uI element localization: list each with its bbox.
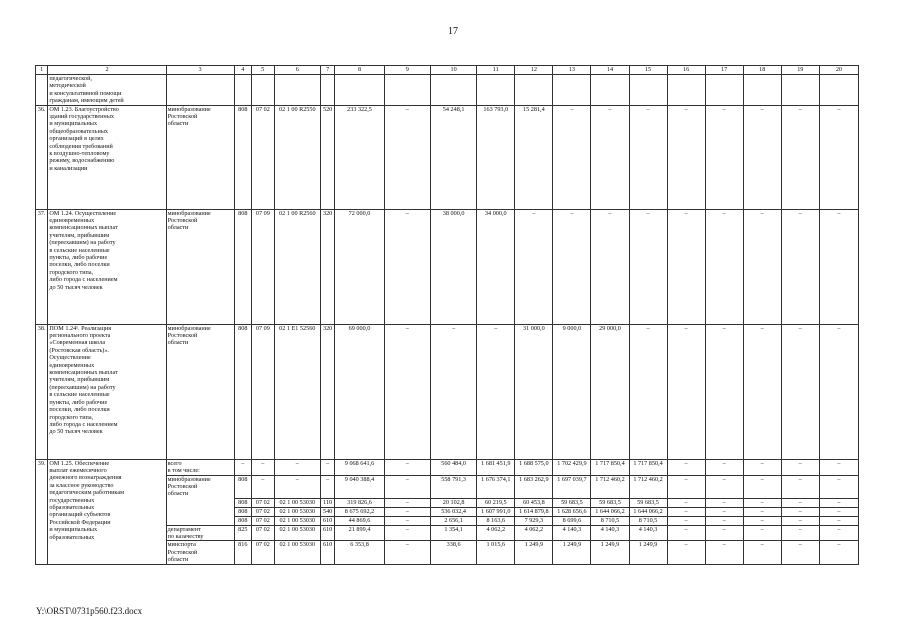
value-cell: – (819, 105, 858, 209)
file-path-footer: Y:\ORST\0731p560.f23.docx (36, 606, 143, 616)
value-cell: 59 683,5 (591, 498, 629, 507)
value-cell: – (705, 525, 743, 541)
value-cell: – (667, 507, 705, 516)
value-cell: 54 248,1 (430, 105, 476, 209)
value-cell: – (384, 475, 430, 498)
value-cell: 4 140,3 (629, 525, 667, 541)
executor-cell: всего в том числе: (166, 459, 234, 475)
value-cell: 233 322,5 (335, 105, 384, 209)
value-cell: 1 249,9 (591, 541, 629, 565)
value-cell: – (591, 105, 629, 209)
value-cell: 07 09 (252, 324, 275, 459)
executor-cell: минобразование Ростовской области (166, 324, 234, 459)
value-cell: – (743, 498, 781, 507)
value-cell: 1 688 575,0 (515, 459, 553, 475)
table-row (36, 209, 859, 324)
value-cell: 07 02 (252, 516, 275, 525)
value-cell: – (781, 475, 819, 498)
value-cell: – (667, 105, 705, 209)
value-cell: – (781, 498, 819, 507)
value-cell: 7 929,3 (515, 516, 553, 525)
value-cell: – (667, 516, 705, 525)
value-cell: 536 032,4 (430, 507, 476, 516)
value-cell: – (819, 507, 858, 516)
value-cell: 9 068 641,6 (335, 459, 384, 475)
value-cell: 816 (234, 541, 251, 565)
value-cell: – (705, 459, 743, 475)
value-cell: 44 869,6 (335, 516, 384, 525)
value-cell: 9 000,0 (553, 324, 591, 459)
value-cell: 610 (320, 516, 334, 525)
header-cell: 4 (234, 66, 251, 75)
value-cell: 59 683,5 (553, 498, 591, 507)
value-cell: 1 697 039,7 (553, 475, 591, 498)
value-cell: – (743, 324, 781, 459)
value-cell: 610 (320, 525, 334, 541)
value-cell: – (781, 516, 819, 525)
value-cell: 59 683,5 (629, 498, 667, 507)
value-cell: 1 354,1 (430, 525, 476, 541)
value-cell: 02 1 00 53030 (274, 507, 320, 516)
value-cell: – (667, 498, 705, 507)
value-cell: 8 710,5 (591, 516, 629, 525)
value-cell: – (819, 209, 858, 324)
value-cell: – (705, 105, 743, 209)
value-cell: 6 353,8 (335, 541, 384, 565)
value-cell: 02 1 00 53030 (274, 525, 320, 541)
value-cell: 110 (320, 498, 334, 507)
value-cell: 1 628 656,6 (553, 507, 591, 516)
value-cell: 1 614 879,8 (515, 507, 553, 516)
value-cell: – (515, 209, 553, 324)
value-cell: 808 (234, 324, 251, 459)
page-number: 17 (448, 26, 458, 37)
value-cell: 320 (320, 209, 334, 324)
value-cell: 60 453,8 (515, 498, 553, 507)
value-cell: – (781, 105, 819, 209)
header-cell: 5 (252, 66, 275, 75)
value-cell: – (384, 507, 430, 516)
value-cell: – (819, 541, 858, 565)
value-cell: 1 702 429,9 (553, 459, 591, 475)
value-cell: 4 062,2 (477, 525, 515, 541)
value-cell: 540 (320, 507, 334, 516)
value-cell: 1 249,9 (629, 541, 667, 565)
header-row (36, 66, 859, 75)
header-cell: 3 (166, 66, 234, 75)
executor-cell: минобразование Ростовской области (166, 105, 234, 209)
table-row-continuation (36, 75, 859, 106)
value-cell: 8 163,6 (477, 516, 515, 525)
header-cell: 11 (477, 66, 515, 75)
header-cell: 20 (819, 66, 858, 75)
value-cell: – (705, 475, 743, 498)
value-cell: 1 717 850,4 (591, 459, 629, 475)
row-number: 36. (36, 105, 48, 209)
value-cell: 808 (234, 516, 251, 525)
value-cell: 1 015,6 (477, 541, 515, 565)
value-cell: – (384, 525, 430, 541)
value-cell: – (629, 324, 667, 459)
header-cell: 2 (48, 66, 166, 75)
value-cell: – (781, 507, 819, 516)
value-cell: – (743, 105, 781, 209)
value-cell: 1 607 991,0 (477, 507, 515, 516)
value-cell: – (743, 507, 781, 516)
table-row (36, 459, 859, 475)
value-cell: – (781, 209, 819, 324)
value-cell: 163 793,0 (477, 105, 515, 209)
value-cell: – (705, 507, 743, 516)
value-cell: 808 (234, 475, 251, 498)
header-cell: 19 (781, 66, 819, 75)
table-row (36, 324, 859, 459)
value-cell: 02 1 00 53030 (274, 541, 320, 565)
value-cell: – (667, 459, 705, 475)
row-number: 37. (36, 209, 48, 324)
value-cell: 560 484,0 (430, 459, 476, 475)
budget-table (35, 65, 859, 565)
header-cell: 13 (553, 66, 591, 75)
value-cell: – (743, 516, 781, 525)
value-cell: – (705, 324, 743, 459)
value-cell: 60 219,5 (477, 498, 515, 507)
value-cell: 1 249,9 (515, 541, 553, 565)
value-cell: 20 102,8 (430, 498, 476, 507)
value-cell: 808 (234, 507, 251, 516)
header-cell: 14 (591, 66, 629, 75)
value-cell: 38 000,0 (430, 209, 476, 324)
value-cell: – (667, 324, 705, 459)
value-cell: 808 (234, 209, 251, 324)
value-cell: – (430, 324, 476, 459)
measure-name: ОМ 1.25. Обеспечение выплат ежемесячного денежного вознаграждения за классное руководство педагогическим работникам государственных образовательных организаций субъектов Российской Федерации и муниципальных образовательных (48, 459, 166, 565)
value-cell: 1 644 066,2 (629, 507, 667, 516)
value-cell: – (743, 475, 781, 498)
value-cell: – (781, 324, 819, 459)
value-cell: – (819, 525, 858, 541)
value-cell: – (743, 541, 781, 565)
value-cell: – (320, 475, 334, 498)
value-cell: – (234, 459, 251, 475)
value-cell: – (743, 459, 781, 475)
value-cell: 320 (320, 324, 334, 459)
value-cell: 808 (234, 498, 251, 507)
measure-name: педагогической, методической и консультативной помощи гражданам, имеющим детей (48, 75, 166, 106)
value-cell: 07 02 (252, 498, 275, 507)
value-cell: 15 281,4 (515, 105, 553, 209)
value-cell: 8 710,5 (629, 516, 667, 525)
value-cell: – (667, 209, 705, 324)
measure-name: ОМ 1.24. Осуществление единовременных компенсационных выплат учителям, прибывшим (переехавшим) на работу в сельские населенные пункты, либо рабочие поселки, либо поселки городского типа, либо города с населением до 50 тысяч человек (48, 209, 166, 324)
value-cell: – (781, 459, 819, 475)
table-row (36, 105, 859, 209)
value-cell: – (384, 324, 430, 459)
value-cell: 338,6 (430, 541, 476, 565)
value-cell: – (667, 525, 705, 541)
executor-cell: минобразование Ростовской области (166, 475, 234, 525)
value-cell: – (781, 541, 819, 565)
value-cell: – (629, 105, 667, 209)
value-cell: 07 02 (252, 541, 275, 565)
value-cell: – (252, 459, 275, 475)
value-cell: 21 899,4 (335, 525, 384, 541)
value-cell: – (705, 516, 743, 525)
value-cell: – (819, 475, 858, 498)
value-cell: 02 1 E1 52560 (274, 324, 320, 459)
value-cell: 1 681 451,9 (477, 459, 515, 475)
value-cell: 4 140,3 (553, 525, 591, 541)
value-cell: – (667, 541, 705, 565)
value-cell: – (384, 209, 430, 324)
header-cell: 8 (335, 66, 384, 75)
value-cell: 02 1 00 R2550 (274, 105, 320, 209)
value-cell: – (705, 541, 743, 565)
value-cell: 4 140,3 (591, 525, 629, 541)
value-cell: 72 000,0 (335, 209, 384, 324)
value-cell: 07 02 (252, 507, 275, 516)
value-cell: 1 249,9 (553, 541, 591, 565)
header-cell: 12 (515, 66, 553, 75)
value-cell: 8 675 692,2 (335, 507, 384, 516)
value-cell: – (384, 105, 430, 209)
value-cell: 1 644 066,2 (591, 507, 629, 516)
header-cell: 15 (629, 66, 667, 75)
value-cell: – (781, 525, 819, 541)
value-cell: – (819, 516, 858, 525)
header-cell: 1 (36, 66, 48, 75)
value-cell: 1 683 262,9 (515, 475, 553, 498)
value-cell: – (384, 459, 430, 475)
value-cell: – (274, 459, 320, 475)
value-cell: 1 712 460,2 (591, 475, 629, 498)
value-cell: – (743, 209, 781, 324)
value-cell: 808 (234, 105, 251, 209)
header-cell: 18 (743, 66, 781, 75)
value-cell: – (384, 541, 430, 565)
value-cell: – (667, 475, 705, 498)
value-cell: – (743, 525, 781, 541)
value-cell: 319 826,6 (335, 498, 384, 507)
header-cell: 16 (667, 66, 705, 75)
value-cell: 07 02 (252, 525, 275, 541)
value-cell: 34 000,0 (477, 209, 515, 324)
row-number: 38. (36, 324, 48, 459)
value-cell: – (252, 475, 275, 498)
value-cell: 558 791,3 (430, 475, 476, 498)
value-cell: 9 040 388,4 (335, 475, 384, 498)
executor-cell: департамент по казачеству (166, 525, 234, 541)
value-cell: – (819, 459, 858, 475)
header-cell: 9 (384, 66, 430, 75)
header-cell: 7 (320, 66, 334, 75)
value-cell: 1 712 460,2 (629, 475, 667, 498)
value-cell: 1 676 374,1 (477, 475, 515, 498)
value-cell: – (553, 209, 591, 324)
value-cell: – (591, 209, 629, 324)
value-cell: 02 1 00 R2560 (274, 209, 320, 324)
executor-cell: минобразование Ростовской области (166, 209, 234, 324)
value-cell: – (819, 324, 858, 459)
value-cell: 07 09 (252, 209, 275, 324)
value-cell: 31 000,0 (515, 324, 553, 459)
value-cell: – (553, 105, 591, 209)
value-cell: – (629, 209, 667, 324)
value-cell: – (320, 459, 334, 475)
executor-cell: минспорта Ростовской области (166, 541, 234, 565)
value-cell: 07 02 (252, 105, 275, 209)
value-cell: 02 1 00 53030 (274, 516, 320, 525)
value-cell: – (477, 324, 515, 459)
value-cell: 610 (320, 541, 334, 565)
value-cell: – (274, 475, 320, 498)
value-cell: 29 000,0 (591, 324, 629, 459)
header-cell: 17 (705, 66, 743, 75)
value-cell: – (705, 209, 743, 324)
value-cell: 4 062,2 (515, 525, 553, 541)
row-number: 39. (36, 459, 48, 565)
measure-name: ОМ 1.23. Благоустройство зданий государственных и муниципальных общеобразовательных организаций в целях соблюдения требований к воздушно-тепловому режиму, водоснабжению и канализации (48, 105, 166, 209)
header-cell: 6 (274, 66, 320, 75)
value-cell: 8 699,6 (553, 516, 591, 525)
measure-name: ПОМ 1.24¹. Реализация регионального проекта «Современная школа (Ростовская область)». Осуществление единовременных компенсационных выплат учителям, прибывшим (переехавшим) на работу в сельские населенные пункты, либо рабочие поселки, либо поселки городского типа, либо города с населением до 50 тысяч человек (48, 324, 166, 459)
value-cell: 520 (320, 105, 334, 209)
value-cell: 02 1 00 53030 (274, 498, 320, 507)
value-cell: 1 717 850,4 (629, 459, 667, 475)
header-cell: 10 (430, 66, 476, 75)
value-cell: – (384, 516, 430, 525)
value-cell: 69 000,0 (335, 324, 384, 459)
value-cell: 825 (234, 525, 251, 541)
value-cell: 2 656,1 (430, 516, 476, 525)
value-cell: – (819, 498, 858, 507)
value-cell: – (384, 498, 430, 507)
value-cell: – (705, 498, 743, 507)
